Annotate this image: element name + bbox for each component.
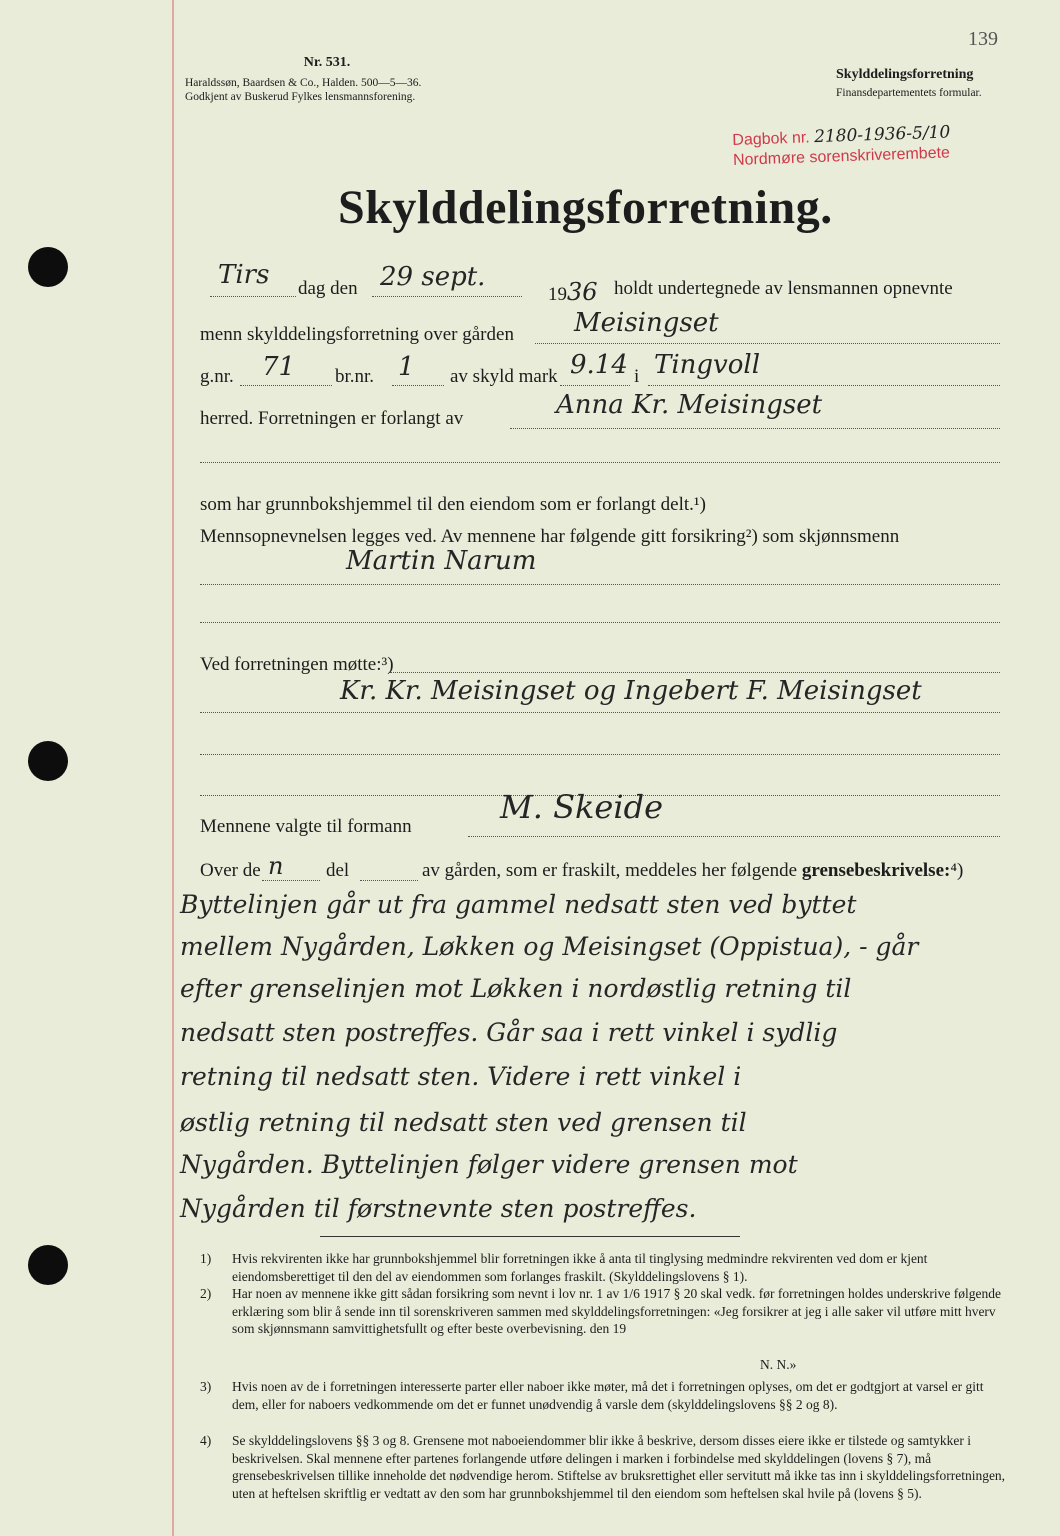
grense-line: efter grenselinjen mot Løkken i nordøstlig retning til [180, 974, 852, 1003]
over-tail: av gården, som er fraskilt, meddeles her følgende grensebeskrivelse:⁴) [422, 860, 964, 881]
date-handwritten: 29 sept. [380, 262, 486, 292]
page-number: 139 [968, 28, 998, 50]
herred-handwritten: Tingvoll [654, 350, 761, 380]
grense-line: retning til nedsatt sten. Videre i rett vinkel i [180, 1062, 742, 1091]
day-handwritten: Tirs [218, 260, 270, 290]
requester-handwritten: Anna Kr. Meisingset [556, 390, 823, 420]
margin-rule [172, 0, 174, 1536]
gnr-handwritten: 71 [262, 352, 296, 382]
skjonnsmenn-handwritten: Martin Narum [346, 546, 537, 576]
approval-line: Godkjent av Buskerud Fylkes lensmannsforening. [185, 91, 416, 103]
punch-hole [28, 247, 68, 287]
label-skyld: av skyld mark [450, 366, 558, 387]
year-handwritten: 36 [567, 278, 598, 306]
year-printed: 1936 [548, 278, 598, 306]
punch-hole [28, 741, 68, 781]
registry-stamp [732, 122, 951, 171]
motte-handwritten: Kr. Kr. Meisingset og Ingebert F. Meisingset [340, 676, 922, 706]
printer-line: Haraldssøn, Baardsen & Co., Halden. 500—5—36. [185, 77, 422, 89]
label-motte: Ved forretningen møtte:³) [200, 654, 394, 675]
grense-line: Byttelinjen går ut fra gammel nedsatt sten ved byttet [180, 890, 857, 919]
grense-line: mellem Nygården, Løkken og Meisingset (Oppistua), - går [180, 932, 919, 961]
label-over-de: Over de [200, 860, 261, 881]
form-number: Nr. 531. [303, 55, 351, 70]
label-bnr: br.nr. [335, 366, 375, 387]
fraction-handwritten: n [268, 852, 284, 880]
farm-handwritten: Meisingset [574, 308, 719, 338]
skyld-handwritten: 9.14 [570, 350, 628, 380]
grense-line: Nygården til førstnevnte sten postreffes. [180, 1194, 697, 1223]
hjemmel-line: som har grunnbokshjemmel til den eiendom som er forlangt delt.¹) [200, 494, 706, 515]
formann-handwritten: M. Skeide [500, 788, 664, 826]
stamp-entry: 2180-1936-5/10 [813, 122, 951, 148]
bnr-handwritten: 1 [398, 352, 415, 382]
label-forlangt-av: herred. Forretningen er forlangt av [200, 408, 464, 429]
label-formann: Mennene valgte til formann [200, 816, 412, 837]
form-source: Finansdepartementets formular. [836, 87, 982, 99]
label-i: i [634, 366, 640, 387]
grense-line: Nygården. Byttelinjen følger videre grensen mot [180, 1150, 798, 1179]
grense-line: nedsatt sten postreffes. Går saa i rett vinkel i sydlig [180, 1018, 838, 1047]
label-del: del [326, 860, 350, 881]
page-title: Skylddelingsforretning. [338, 181, 833, 234]
punch-hole [28, 1245, 68, 1285]
grense-line: østlig retning til nedsatt sten ved grensen til [180, 1108, 747, 1137]
form-name: Skylddelingsforretning [836, 67, 974, 82]
stamp-office: Nordmøre sorenskriverembete [732, 144, 951, 169]
label-gnr: g.nr. [200, 366, 234, 387]
document-page: 139 Nr. 531. Haraldssøn, Baardsen & Co., Halden. 500—5—36. Godkjent av Buskerud Fylkes lensmannsforening. Skylddelingsforretning Finansdepartementets formular. Dagbok nr. 2180-1936-5/10 Nordmøre sorenskriverembete Skylddelingsforretning. Tirs dag den 29 sept. 1936 holdt undertegnede av lensmannen opnevnte menn skylddelingsforretning over gården Meisingset g.nr. 71 br.nr. 1 av skyld mark 9.14 i Tingvoll herred. Forretningen er forlangt av Anna Kr. Meisingset som har grunnbokshjemmel til den eiendom som er forlangt delt.¹) Mennsopnevnelsen legges ved. Av mennene har følgende gitt forsikring²) som skjønnsmenn Martin Narum Ved forretningen møtte:³) Kr. Kr. Meisingset og Ingebert F. Meisingset Mennene valgte til formann M. Skeide Over de n del av gården, som er fraskilt, meddeles her følgende grensebeskrivelse:⁴) Byttelinjen går ut fra gammel nedsatt sten ved byttet mellem Nygården, Løkken og Meisingset (Oppistua), - går efter grenselinjen mot Løkken i nordøstlig retning til nedsatt sten postreffes. Går saa i rett vinkel i sydlig retning til nedsatt sten. Videre i rett vinkel i østlig retning til nedsatt sten ved grensen til Nygården. Byttelinjen følger videre grensen mot Nygården til førstnevnte sten postreffes. 1) Hvis rekvirenten ikke har grunnbokshjemmel blir forretningen ikke å anta til tinglysing medmindre rekvirenten ved dom er kjent eiendomsberettiget til den del av eiendommen som forlanges fraskilt. (Skylddelingslovens § 1). 2) Har noen av mennene ikke gitt sådan forsikring som nevnt i lov nr. 1 av 1/6 1917 § 20 skal vedk. før forretningen holdes underskrive følgende erklæring som blir å sende inn til sorenskriveren sammen med skylddelingsforretningen: «Jeg forsikrer at jeg i alle saker vil utføre mitt hverv som skjønnsmann samvittighetsfullt og efter beste overbevisning. den 19 N. N.» 3) Hvis noen av de i forretningen interesserte parter eller naboer ikke møter, må det i forretningen oplyses, om det er godtgjort at varsel er gitt dem, eller for naboers vedkommende om det er funnet unødvendig å varsle dem (skylddelingslovens §§ 2 og 8). 4) Se skylddelingslovens §§ 3 og 8. Grensene mot naboeiendommer blir ikke å beskrive, dersom disses eiere ikke er tilstede og samtykker i beskrivelsen. Skal mennene efter partenes forlangende utføre delingen i marken i forbindelse med skylddelingen (lovens § 7), må grensebeskrivelsen tillike inneholde det nødvendige herom. Stiftelse av bruksrettighet eller servitutt må ikke tas inn i skylddelingsforretningen, uten at heftelsen skriftlig er vedtatt av den som har grunnbokshjemmel til den eiendom som heftelsen skal hvile på (lovens § 5). [0, 0, 1060, 1536]
label-over-garden: menn skylddelingsforretning over gården [200, 324, 514, 345]
forsikring-line: Mennsopnevnelsen legges ved. Av mennene har følgende gitt forsikring²) som skjønnsmenn [200, 526, 900, 547]
label-dag-den: dag den [298, 278, 358, 299]
line1-tail: holdt undertegnede av lensmannen opnevnte [614, 278, 953, 299]
stamp-prefix: Dagbok nr. [732, 129, 811, 149]
